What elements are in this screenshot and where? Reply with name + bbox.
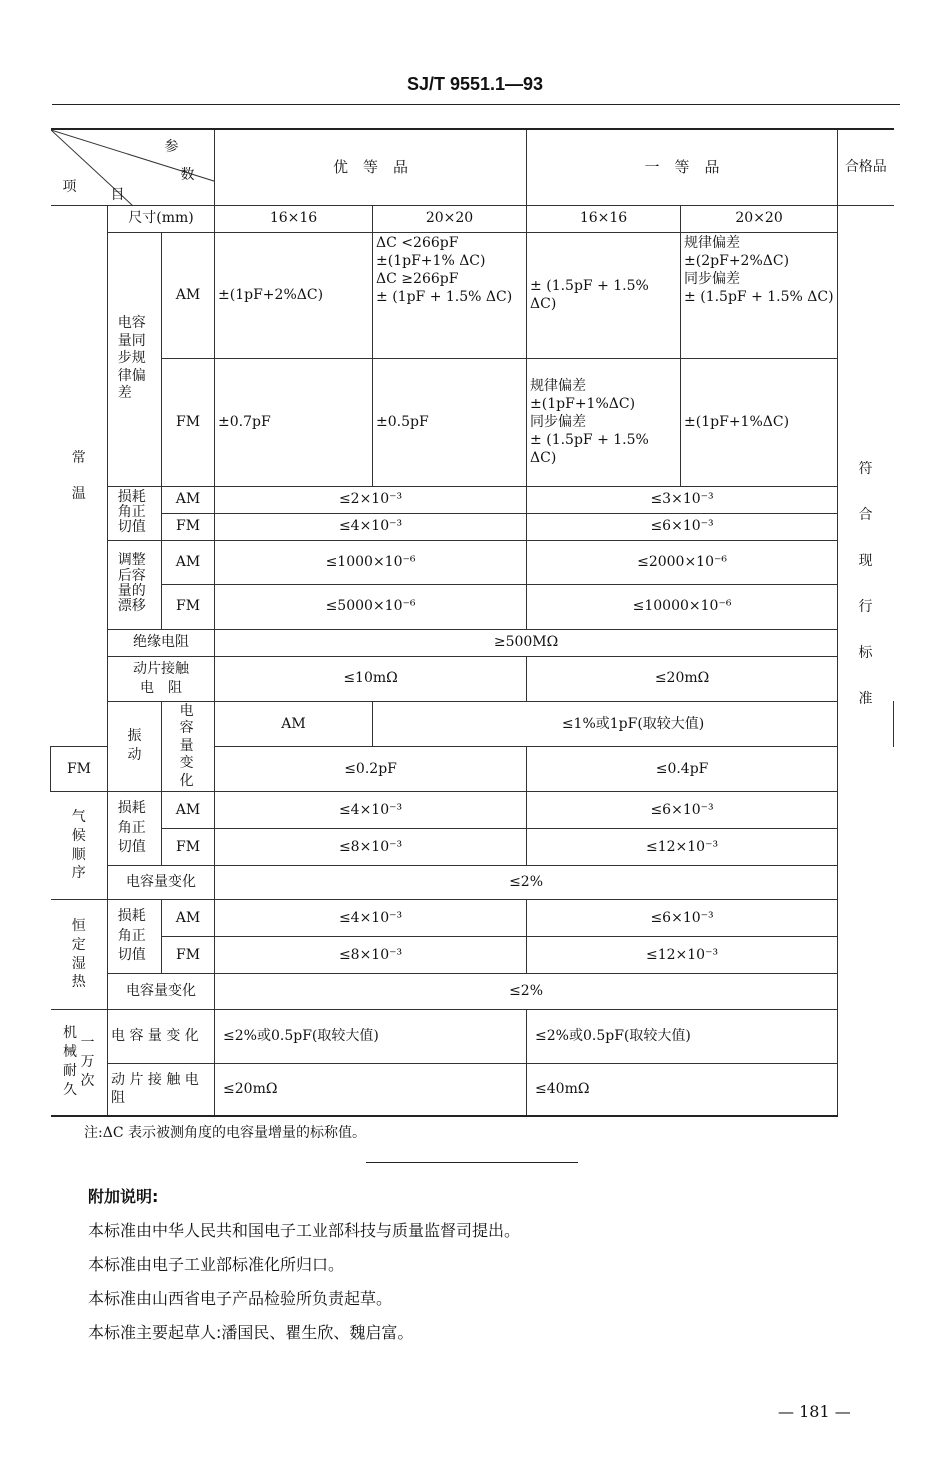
group-damp-heat: 恒定湿热 (51, 900, 108, 1010)
additional-line: 本标准由电子工业部标准化所归口。 (88, 1255, 345, 1274)
section-divider (366, 1162, 578, 1163)
corner-item-2: 目 (110, 187, 125, 203)
mech-contact-first: ≤40mΩ (527, 1064, 838, 1116)
corner-param-1: 参 (164, 139, 179, 155)
contact-first: ≤20mΩ (527, 656, 838, 701)
group-mechanical: 机械耐久一万次 (51, 1010, 108, 1116)
size-cell: 20×20 (681, 205, 838, 232)
additional-line: 本标准由山西省电子产品检验所负责起草。 (88, 1289, 393, 1308)
drift-fm-first: ≤10000×10⁻⁶ (527, 584, 838, 629)
drift-label: 调整后容量的漂移 (108, 540, 162, 629)
standard-code: SJ/T 9551.1—93 (406, 74, 544, 94)
fm-label: FM (162, 358, 215, 486)
tracking-fm-superior-16: ±0.7pF (215, 358, 373, 486)
contact-superior: ≤10mΩ (215, 656, 527, 701)
vib-fm-first: ≤0.4pF (527, 747, 838, 792)
additional-line: 本标准由中华人民共和国电子工业部科技与质量监督司提出。 (88, 1221, 521, 1240)
additional-notes (88, 1180, 520, 1350)
mech-cap-first: ≤2%或0.5pF(取较大值) (527, 1010, 838, 1064)
drift-fm-superior: ≤5000×10⁻⁶ (215, 584, 527, 629)
size-cell: 20×20 (373, 205, 527, 232)
climate-fm-first: ≤12×10⁻³ (527, 829, 838, 866)
climate-cap-label: 电容量变化 (108, 866, 215, 900)
am-label: AM (215, 701, 373, 747)
tracking-fm-first-16: 规律偏差 ±(1pF+1%ΔC) 同步偏差 ± (1.5pF + 1.5% ΔC) (527, 358, 681, 486)
size-cell: 16×16 (215, 205, 373, 232)
tracking-label: 电容量同步规律偏差 (108, 232, 162, 486)
vib-fm-superior: ≤0.2pF (215, 747, 527, 792)
header-rule (52, 104, 900, 105)
tracking-am-superior-20: ΔC <266pF ±(1pF+1% ΔC) ΔC ≥266pF ± (1pF + 1.5% ΔC) (373, 232, 527, 358)
page-number: — 181 — (778, 1402, 851, 1421)
damp-am-first: ≤6×10⁻³ (527, 900, 838, 937)
tracking-fm-superior-20: ±0.5pF (373, 358, 527, 486)
mech-contact-superior: ≤20mΩ (215, 1064, 527, 1116)
vib-am-value: ≤1%或1pF(取较大值) (373, 701, 894, 747)
corner-cell (51, 129, 215, 205)
qualified-note: 符合现行标准 (838, 205, 894, 1116)
climate-am-first: ≤6×10⁻³ (527, 792, 838, 829)
am-label: AM (162, 900, 215, 937)
damp-loss-label: 损耗角正切值 (108, 900, 162, 974)
damp-fm-first: ≤12×10⁻³ (527, 937, 838, 974)
fm-label: FM (51, 747, 108, 792)
tracking-am-first-20: 规律偏差 ±(2pF+2%ΔC) 同步偏差 ± (1.5pF + 1.5% ΔC) (681, 232, 838, 358)
drift-am-first: ≤2000×10⁻⁶ (527, 540, 838, 584)
corner-param-2: 数 (180, 167, 195, 183)
loss-fm-superior: ≤4×10⁻³ (215, 513, 527, 540)
damp-am-superior: ≤4×10⁻³ (215, 900, 527, 937)
additional-line: 本标准主要起草人:潘国民、瞿生欣、魏启富。 (88, 1323, 414, 1342)
spec-table (50, 128, 894, 1117)
climate-cap-value: ≤2% (215, 866, 838, 900)
tracking-am-superior-16: ±(1pF+2%ΔC) (215, 232, 373, 358)
contact-label: 动片接触 电 阻 (108, 656, 215, 701)
tracking-am-first-16: ± (1.5pF + 1.5% ΔC) (527, 232, 681, 358)
fm-label: FM (162, 513, 215, 540)
size-cell: 16×16 (527, 205, 681, 232)
loss-tangent-label: 损耗角正切值 (108, 486, 162, 540)
size-label: 尺寸(mm) (108, 205, 215, 232)
group-vibration: 振动 (108, 701, 162, 792)
mech-contact-label: 动 片 接 触 电阻 (108, 1064, 215, 1116)
damp-cap-value: ≤2% (215, 974, 838, 1010)
damp-cap-label: 电容量变化 (108, 974, 215, 1010)
tracking-fm-first-20: ±(1pF+1%ΔC) (681, 358, 838, 486)
damp-fm-superior: ≤8×10⁻³ (215, 937, 527, 974)
vib-cap-label: 电容量变化 (162, 701, 215, 792)
fm-label: FM (162, 584, 215, 629)
loss-fm-first: ≤6×10⁻³ (527, 513, 838, 540)
fm-label: FM (162, 829, 215, 866)
climate-fm-superior: ≤8×10⁻³ (215, 829, 527, 866)
fm-label: FM (162, 937, 215, 974)
additional-title: 附加说明: (88, 1187, 159, 1206)
insulation-label: 绝缘电阻 (108, 629, 215, 656)
climate-loss-label: 损耗角正切值 (108, 792, 162, 866)
am-label: AM (162, 486, 215, 513)
insulation-value: ≥500MΩ (215, 629, 838, 656)
corner-item-1: 项 (62, 179, 77, 195)
am-label: AM (162, 540, 215, 584)
group-climate: 气候顺序 (51, 792, 108, 900)
loss-am-first: ≤3×10⁻³ (527, 486, 838, 513)
drift-am-superior: ≤1000×10⁻⁶ (215, 540, 527, 584)
loss-am-superior: ≤2×10⁻³ (215, 486, 527, 513)
grade-superior: 优 等 品 (215, 129, 527, 205)
am-label: AM (162, 232, 215, 358)
am-label: AM (162, 792, 215, 829)
grade-first: 一 等 品 (527, 129, 838, 205)
table-note: 注:ΔC 表示被测角度的电容量增量的标称值。 (84, 1125, 366, 1141)
group-normal-temp: 常 温 (51, 205, 108, 747)
climate-am-superior: ≤4×10⁻³ (215, 792, 527, 829)
mech-cap-label: 电 容 量 变 化 (108, 1010, 215, 1064)
mech-cap-superior: ≤2%或0.5pF(取较大值) (215, 1010, 527, 1064)
grade-qualified: 合格品 (838, 129, 894, 205)
